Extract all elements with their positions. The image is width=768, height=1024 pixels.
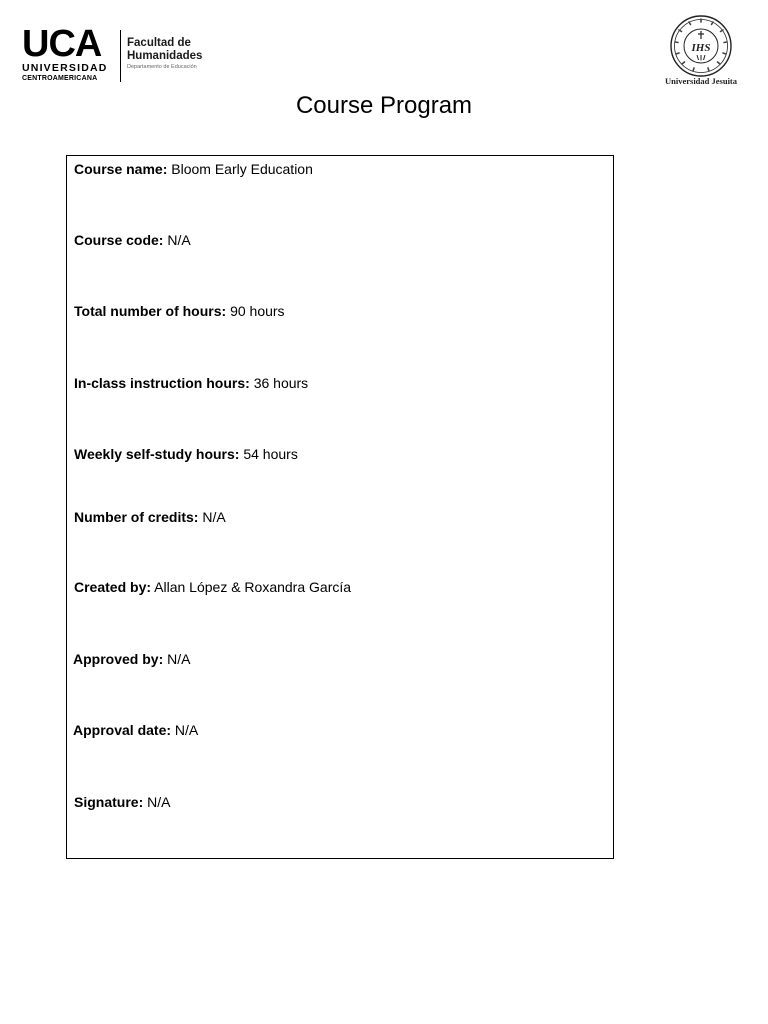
logo-divider xyxy=(120,30,121,82)
department-text: Departamento de Educación xyxy=(127,64,197,70)
field-value: N/A xyxy=(143,794,171,810)
field-value: N/A xyxy=(163,232,191,248)
field-approval-date xyxy=(73,721,198,739)
field-credits xyxy=(74,508,226,526)
field-value: N/A xyxy=(171,722,199,738)
field-label: In-class instruction hours: xyxy=(74,375,250,391)
faculty-block xyxy=(127,28,202,71)
field-approved-by xyxy=(73,650,190,668)
field-label: Weekly self-study hours: xyxy=(74,446,240,462)
field-label: Approval date: xyxy=(73,722,172,738)
field-value: N/A xyxy=(198,509,226,525)
faculty-line-1: Facultad de xyxy=(127,37,191,49)
field-label: Created by: xyxy=(74,579,152,595)
field-signature xyxy=(74,793,170,811)
seal-monogram: IHS xyxy=(691,42,711,54)
uca-university-text: UNIVERSIDAD xyxy=(22,62,108,74)
field-course-name xyxy=(74,160,313,178)
jesuit-university-logo xyxy=(656,14,746,88)
field-label: Course name: xyxy=(74,161,168,177)
field-label: Total number of hours: xyxy=(74,303,227,319)
field-value: 90 hours xyxy=(226,303,285,319)
jesuit-caption: Universidad Jesuita xyxy=(664,76,738,86)
field-label: Course code: xyxy=(74,232,164,248)
field-label: Approved by: xyxy=(73,651,164,667)
field-label: Number of credits: xyxy=(74,509,199,525)
field-label: Signature: xyxy=(74,794,144,810)
field-total-hours xyxy=(74,302,285,320)
field-value: N/A xyxy=(163,651,191,667)
field-created-by xyxy=(74,578,351,596)
course-info-box xyxy=(66,155,614,859)
uca-centroamericana-text: CENTROAMERICANA xyxy=(22,75,98,82)
page-title: Course Program xyxy=(295,92,473,119)
field-value: 36 hours xyxy=(249,375,309,391)
field-self-study-hours xyxy=(74,445,298,463)
field-value: Bloom Early Education xyxy=(167,161,313,177)
field-in-class-hours xyxy=(74,374,308,392)
uca-wordmark xyxy=(22,23,114,83)
jesuit-seal-icon xyxy=(669,14,733,78)
field-value: 54 hours xyxy=(239,446,298,462)
field-course-code xyxy=(74,231,191,249)
uca-letters: UCA xyxy=(22,23,102,65)
uca-logo xyxy=(22,23,203,84)
field-value: Allan López & Roxandra García xyxy=(151,579,352,595)
faculty-line-2: Humanidades xyxy=(127,50,203,62)
